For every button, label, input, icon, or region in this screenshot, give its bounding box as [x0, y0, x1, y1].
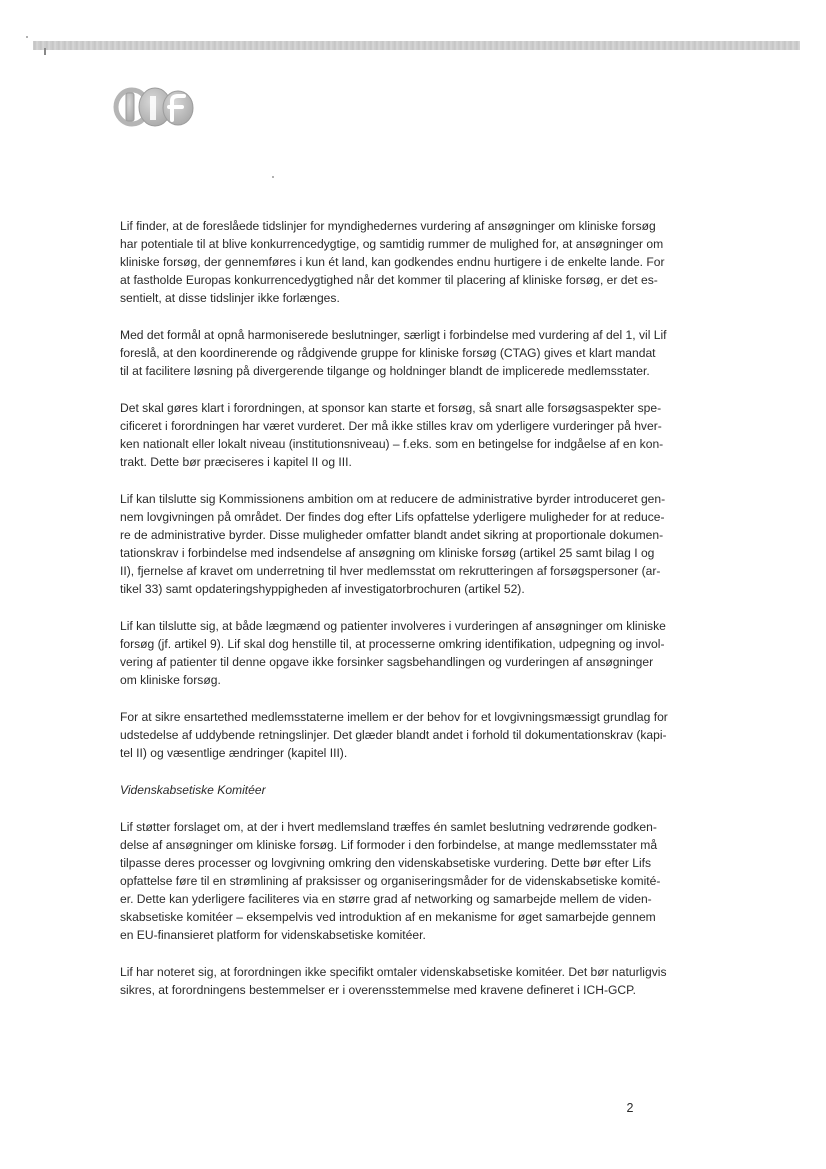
- paragraph: [120, 217, 705, 307]
- text-line: kliniske forsøg, der gennemføres i kun ét land, kan godkendes endnu hurtigere i de enkelte lande. For: [120, 255, 665, 269]
- text-line: Med det formål at opnå harmoniserede beslutninger, særligt i forbindelse med vurdering af del 1, vil Lif: [120, 328, 667, 342]
- paragraph: [120, 963, 705, 999]
- text-line: om kliniske forsøg.: [120, 673, 221, 687]
- text-line: II), fjernelse af kravet om underretning til hver medlemsstat om rekrutteringen af forsøgspersoner (ar-: [120, 564, 661, 578]
- text-line: sentielt, at disse tidslinjer ikke forlænges.: [120, 291, 340, 305]
- text-line: forsøg (jf. artikel 9). Lif skal dog henstille til, at processerne omkring identifikation, udpegning og invol-: [120, 637, 665, 651]
- text-line: delse af ansøgninger om kliniske forsøg. Lif formoder i den forbindelse, at mange medlemsstater må: [120, 838, 658, 852]
- paragraph: [120, 490, 705, 598]
- section-heading: Videnskabsetiske Komitéer: [120, 783, 266, 797]
- text-line: er. Dette kan yderligere faciliteres via en større grad af networking og samarbejde mellem de viden-: [120, 892, 652, 906]
- text-line: har potentiale til at blive konkurrencedygtige, og samtidig rummer de mulighed for, at ansøgninger om: [120, 237, 664, 251]
- text-line: til at facilitere løsning på divergerende tilgange og holdninger blandt de implicerede medlemsstater.: [120, 364, 650, 378]
- scan-header-band: [33, 41, 800, 50]
- text-line: at fastholde Europas konkurrencedygtighed når det kommer til placering af kliniske forsøg, er det es-: [120, 273, 658, 287]
- lif-logo: [112, 84, 198, 130]
- paragraph: [120, 708, 705, 762]
- text-line: tikel 33) samt opdateringshyppigheden af investigatorbrochuren (artikel 52).: [120, 582, 525, 596]
- paragraph: [120, 399, 705, 471]
- text-line: udstedelse af uddybende retningslinjer. Det glæder blandt andet i forhold til dokumentationskrav (kapi-: [120, 728, 667, 742]
- text-line: ken nationalt eller lokalt niveau (institutionsniveau) – f.eks. som en betingelse for indgåelse af en kon-: [120, 437, 664, 451]
- text-line: Lif kan tilslutte sig Kommissionens ambition om at reducere de administrative byrder introduceret gen-: [120, 492, 666, 506]
- text-line: tationskrav i forbindelse med indsendelse af ansøgning om kliniske forsøg (artikel 25 samt bilag I og: [120, 546, 655, 560]
- text-line: vering af patienter til denne opgave ikke forsinker sagsbehandlingen og vurderingen af ansøgninger: [120, 655, 654, 669]
- text-line: cificeret i forordningen har været vurderet. Der må ikke stilles krav om yderligere vurderinger på hver-: [120, 419, 662, 433]
- text-line: nem lovgivningen på området. Der findes dog efter Lifs opfattelse yderligere muligheder for at reduce-: [120, 510, 665, 524]
- paragraph-group: [120, 818, 705, 999]
- paragraph: [120, 818, 705, 944]
- text-line: Lif finder, at de foreslåede tidslinjer for myndighedernes vurdering af ansøgninger om kliniske forsøg: [120, 219, 656, 233]
- text-line: tel II) og væsentlige ændringer (kapitel III).: [120, 746, 348, 760]
- text-line: tilpasse deres processer og lovgivning omkring den videnskabsetiske vurdering. Dette bør efter Lifs: [120, 856, 652, 870]
- scan-speck: [26, 36, 28, 38]
- text-line: trakt. Dette bør præciseres i kapitel II og III.: [120, 455, 352, 469]
- paragraph: [120, 326, 705, 380]
- paragraph-group: [120, 217, 705, 762]
- page-number: 2: [626, 1101, 634, 1115]
- text-line: Lif har noteret sig, at forordningen ikke specifikt omtaler videnskabsetiske komitéer. Det bør naturligvis: [120, 965, 667, 979]
- text-line: Lif støtter forslaget om, at der i hvert medlemsland træffes én samlet beslutning vedrørende godken-: [120, 820, 657, 834]
- text-line: foreslå, at den koordinerende og rådgivende gruppe for kliniske forsøg (CTAG) gives et klart mandat: [120, 346, 656, 360]
- text-line: re de administrative byrder. Disse muligheder omfatter blandt andet sikring at proportionale dokumen-: [120, 528, 664, 542]
- text-line: skabsetiske komitéer – eksempelvis ved introduktion af en mekanisme for øget samarbejde gennem: [120, 910, 656, 924]
- text-line: Lif kan tilslutte sig, at både lægmænd og patienter involveres i vurderingen af ansøgninger om kliniske: [120, 619, 666, 633]
- text-line: opfattelse føre til en strømlining af praksisser og organiseringsmåder for de videnskabsetiske komité-: [120, 874, 661, 888]
- letter-body: [120, 217, 705, 1018]
- text-line: Det skal gøres klart i forordningen, at sponsor kan starte et forsøg, så snart alle forsøgsaspekter spe-: [120, 401, 662, 415]
- scan-speck: [272, 176, 274, 178]
- text-line: For at sikre ensartethed medlemsstaterne imellem er der behov for et lovgivningsmæssigt grundlag for: [120, 710, 668, 724]
- text-line: en EU-finansieret platform for videnskabsetiske komitéer.: [120, 928, 426, 942]
- text-line: sikres, at forordningens bestemmelser er i overensstemmelse med kravene defineret i ICH-GCP.: [120, 983, 636, 997]
- paragraph: [120, 617, 705, 689]
- scan-mark: [44, 48, 46, 55]
